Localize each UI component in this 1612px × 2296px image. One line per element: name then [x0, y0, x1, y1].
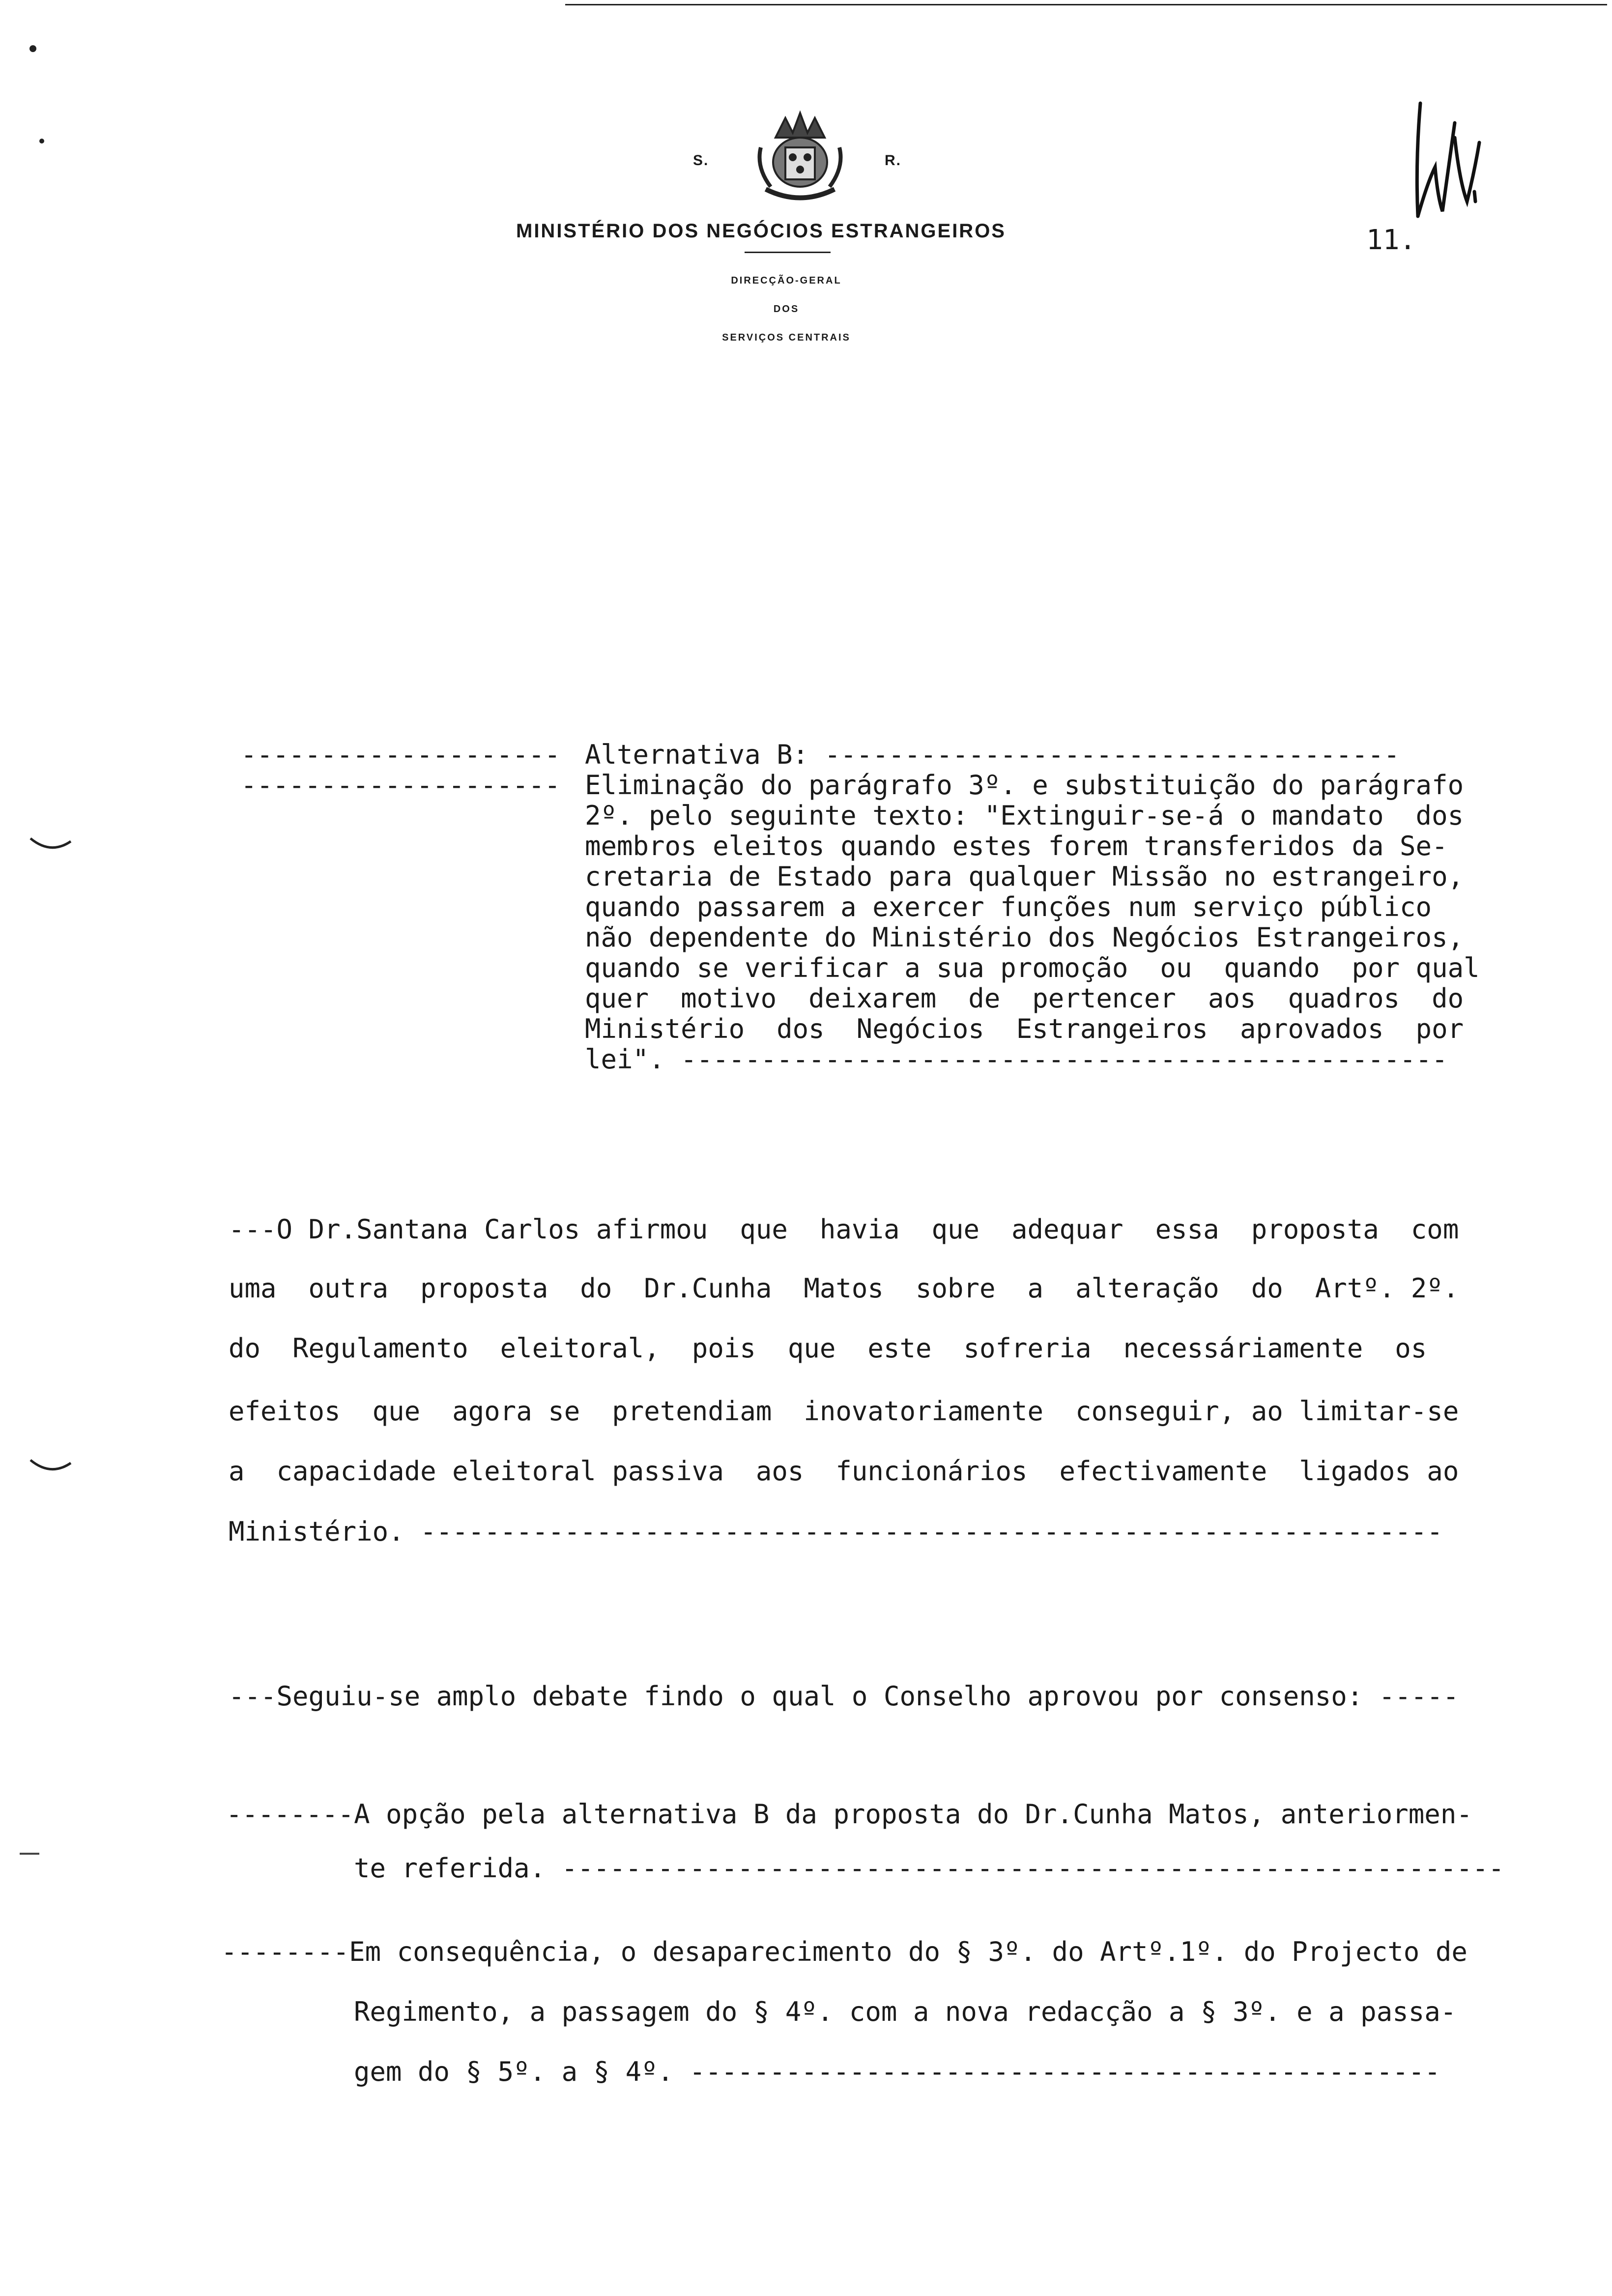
margin-mark — [29, 1457, 73, 1477]
margin-mark — [20, 1853, 39, 1855]
direccao-line-1: DIRECÇÃO-GERAL — [731, 275, 842, 286]
handwritten-initials-signature — [1401, 84, 1489, 231]
alternativa-b-line: 2º. pelo seguinte texto: "Extinguir-se-á o mandato dos — [585, 800, 1464, 831]
direccao-line-3: SERVIÇOS CENTRAIS — [722, 332, 851, 343]
alternativa-b-line: Ministério dos Negócios Estrangeiros aprovados por — [585, 1013, 1464, 1044]
decision-1-line: --------A opção pela alternativa B da proposta do Dr.Cunha Matos, anteriormen- — [226, 1799, 1472, 1830]
leader-dashes: -------------------- — [241, 770, 561, 801]
header-underline — [745, 252, 831, 253]
decision-2-line: --------Em consequência, o desaparecimento do § 3º. do Artº.1º. do Projecto de — [221, 1936, 1468, 1967]
margin-mark — [29, 835, 73, 855]
decision-2-line: gem do § 5º. a § 4º. ----------------------------------------------- — [354, 2056, 1440, 2087]
ministry-name: MINISTÉRIO DOS NEGÓCIOS ESTRANGEIROS — [516, 220, 1006, 242]
alternativa-b-line: Eliminação do parágrafo 3º. e substituição do parágrafo — [585, 770, 1464, 801]
alternativa-b-line: membros eleitos quando estes forem transferidos da Se- — [585, 831, 1448, 861]
santana-paragraph-line: ---O Dr.Santana Carlos afirmou que havia que adequar essa proposta com — [229, 1214, 1459, 1245]
direccao-line-2: DOS — [773, 304, 800, 315]
punch-mark — [39, 139, 44, 144]
decision-1-line: te referida. ----------------------------------------------------------- — [354, 1853, 1504, 1884]
header-r-letter: R. — [885, 152, 901, 169]
alternativa-b-line: cretaria de Estado para qualquer Missão no estrangeiro, — [585, 861, 1464, 892]
leader-dashes: -------------------- — [241, 739, 561, 770]
santana-paragraph-line: Ministério. ---------------------------------------------------------------- — [229, 1516, 1443, 1547]
alternativa-b-line: quer motivo deixarem de pertencer aos quadros do — [585, 983, 1464, 1014]
alternativa-b-line: Alternativa B: ------------------------------------ — [585, 739, 1400, 770]
header-s-letter: S. — [693, 152, 709, 169]
punch-mark — [29, 45, 36, 52]
santana-paragraph-line: efeitos que agora se pretendiam inovatoriamente conseguir, ao limitar-se — [229, 1396, 1459, 1427]
coat-of-arms-seal — [746, 108, 854, 206]
decision-2-line: Regimento, a passagem do § 4º. com a nova redacção a § 3º. e a passa- — [354, 1996, 1457, 2027]
santana-paragraph-line: uma outra proposta do Dr.Cunha Matos sobre a alteração do Artº. 2º. — [229, 1273, 1459, 1304]
alternativa-b-line: quando se verificar a sua promoção ou quando por qual — [585, 952, 1480, 983]
top-rule — [565, 4, 1607, 5]
alternativa-b-line: não dependente do Ministério dos Negócios Estrangeiros, — [585, 922, 1464, 953]
alternativa-b-line: quando passarem a exercer funções num serviço público — [585, 891, 1432, 922]
alternativa-b-line: lei". ------------------------------------------------ — [585, 1044, 1448, 1075]
santana-paragraph-line: a capacidade eleitoral passiva aos funcionários efectivamente ligados ao — [229, 1456, 1459, 1487]
santana-paragraph-line: do Regulamento eleitoral, pois que este sofreria necessáriamente os — [229, 1333, 1427, 1364]
page-number: 11. — [1366, 224, 1416, 256]
debate-paragraph: ---Seguiu-se amplo debate findo o qual o Conselho aprovou por consenso: ----- — [229, 1681, 1459, 1712]
